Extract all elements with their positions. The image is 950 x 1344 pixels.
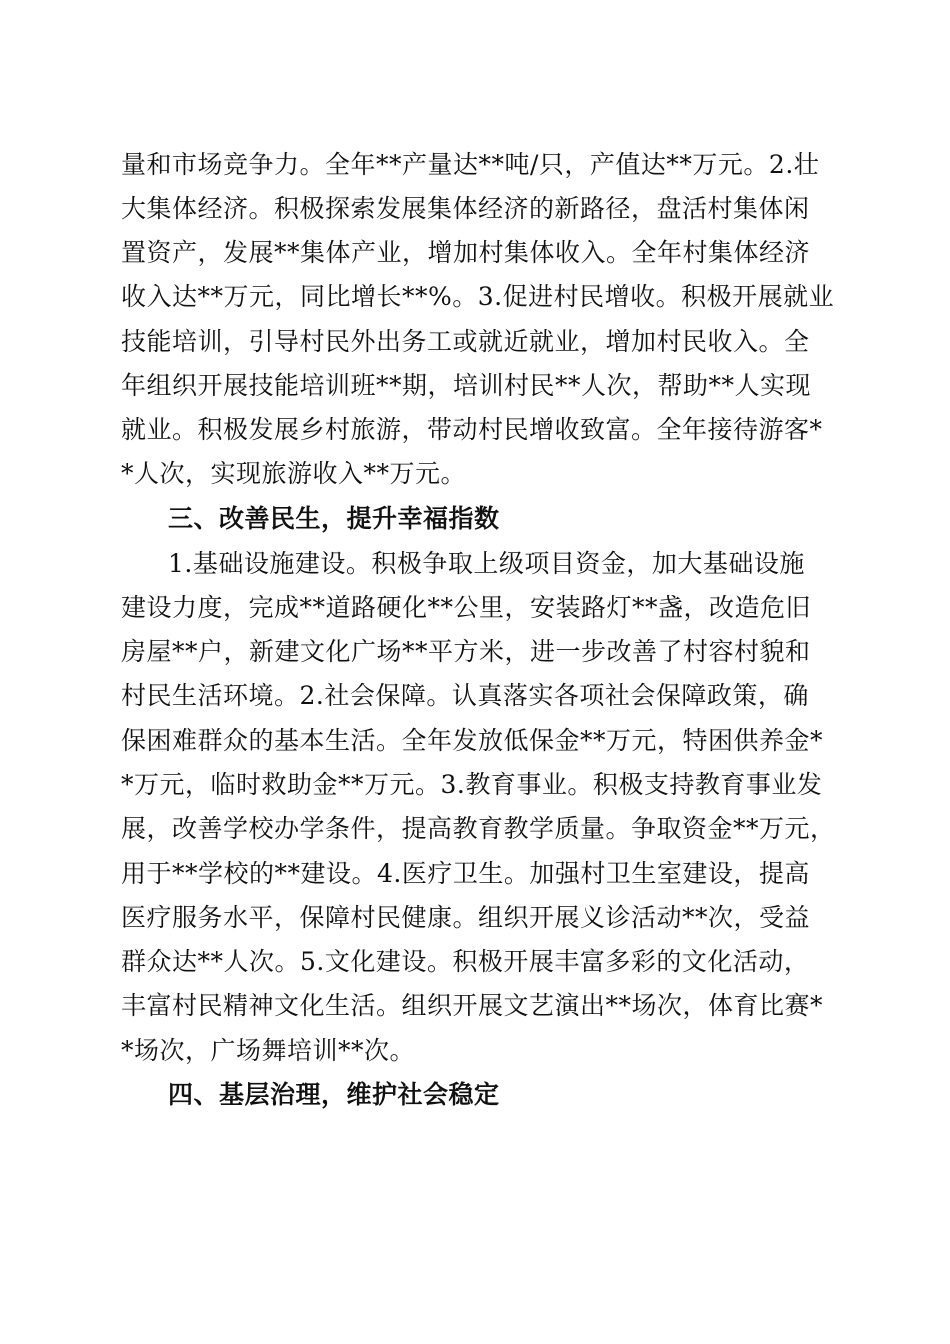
paragraph-line: 医疗服务水平，保障村民健康。组织开展义诊活动**次，受益 bbox=[121, 903, 811, 932]
paragraph-line: 保困难群众的基本生活。全年发放低保金**万元，特困供养金* bbox=[121, 726, 824, 755]
paragraph-line: 置资产，发展**集体产业，增加村集体收入。全年村集体经济 bbox=[121, 238, 811, 267]
section-heading: 三、改善民生，提升幸福指数 bbox=[168, 504, 500, 533]
paragraph-line: 村民生活环境。2.社会保障。认真落实各项社会保障政策，确 bbox=[121, 681, 809, 710]
paragraph-line: 技能培训，引导村民外出务工或就近就业，增加村民收入。全 bbox=[121, 327, 810, 356]
paragraph-line: *万元，临时救助金**万元。3.教育事业。积极支持教育事业发 bbox=[121, 770, 823, 799]
paragraph-line: 建设力度，完成**道路硬化**公里，安装路灯**盏，改造危旧 bbox=[121, 593, 812, 622]
paragraph-line: *人次，实现旅游收入**万元。 bbox=[121, 459, 467, 488]
paragraph-line: 群众达**人次。5.文化建设。积极开展丰富多彩的文化活动， bbox=[121, 947, 810, 976]
paragraph-line: 就业。积极发展乡村旅游，带动村民增收致富。全年接待游客* bbox=[121, 415, 823, 444]
paragraph-line: 丰富村民精神文化生活。组织开展文艺演出**场次，体育比赛* bbox=[121, 991, 824, 1020]
paragraph-line: 收入达**万元，同比增长**%。3.促进村民增收。积极开展就业 bbox=[121, 282, 835, 311]
section-heading: 四、基层治理，维护社会稳定 bbox=[168, 1080, 500, 1109]
paragraph-line: 房屋**户，新建文化广场**平方米，进一步改善了村容村貌和 bbox=[121, 637, 811, 666]
paragraph-line: 年组织开展技能培训班**期，培训村民**人次，帮助**人实现 bbox=[121, 371, 812, 400]
paragraph-line: 量和市场竞争力。全年**产量达**吨/只，产值达**万元。2.壮 bbox=[121, 150, 820, 179]
paragraph-line: 展，改善学校办学条件，提高教育教学质量。争取资金**万元， bbox=[121, 814, 836, 843]
paragraph-line: 大集体经济。积极探索发展集体经济的新路径，盘活村集体闲 bbox=[121, 194, 810, 223]
paragraph-line: 用于**学校的**建设。4.医疗卫生。加强村卫生室建设，提高 bbox=[121, 859, 810, 888]
paragraph-line: *场次，广场舞培训**次。 bbox=[121, 1036, 416, 1065]
paragraph-line: 1.基础设施建设。积极争取上级项目资金，加大基础设施 bbox=[168, 549, 805, 578]
